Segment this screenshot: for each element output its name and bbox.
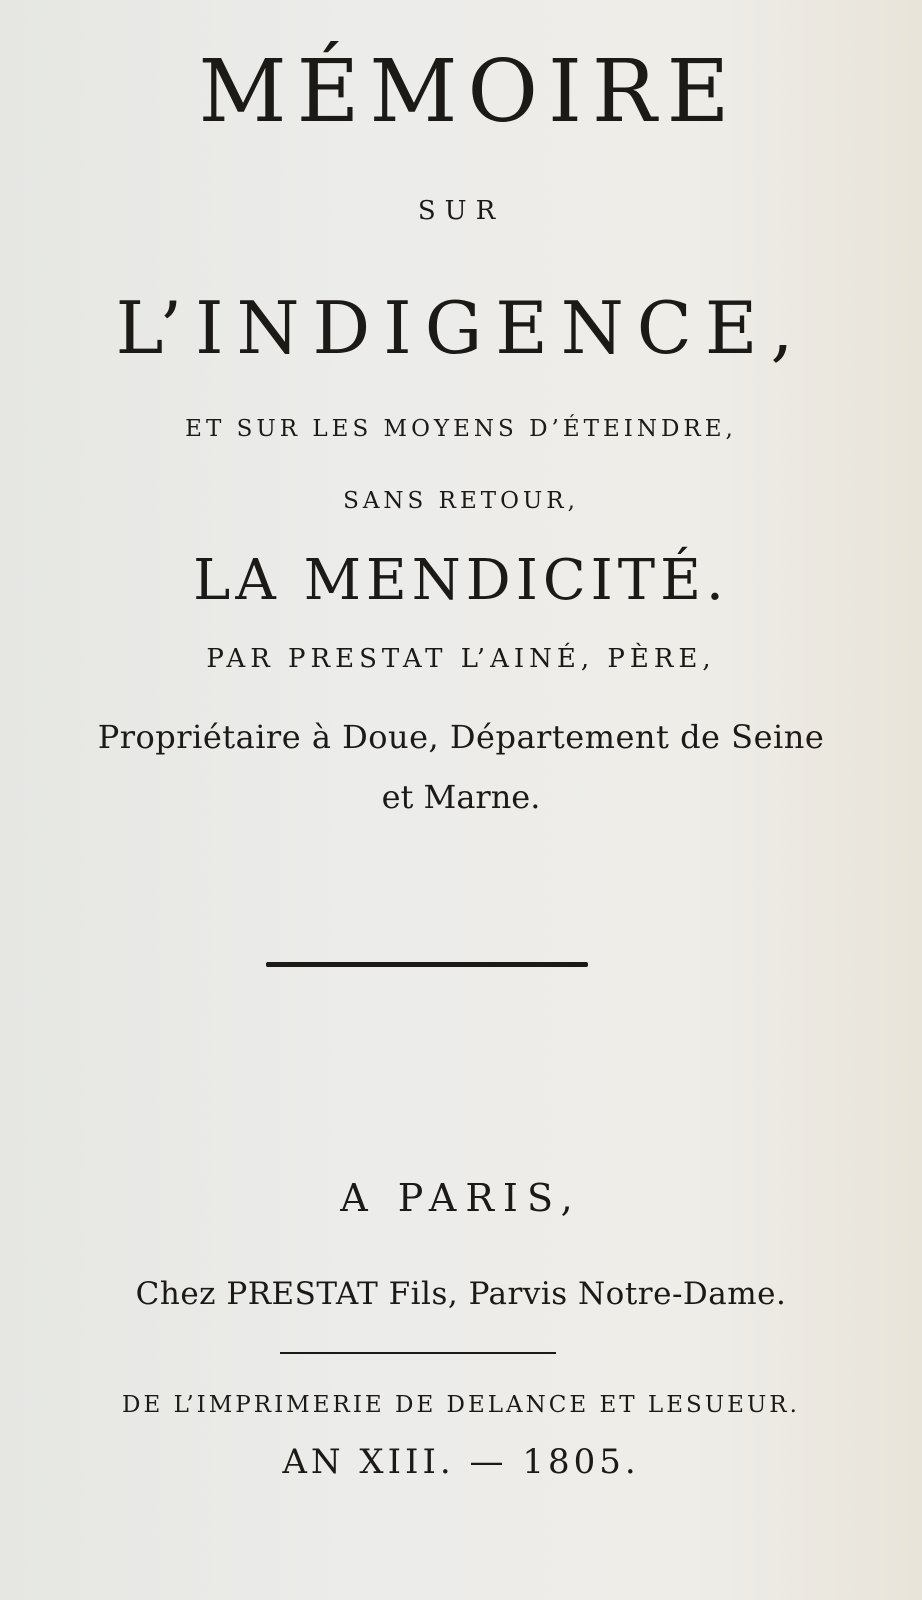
subtitle-main: LA MENDICITÉ. xyxy=(193,548,729,613)
publication-date: AN XIII. — 1805. xyxy=(282,1442,640,1482)
book-title: MÉMOIRE xyxy=(198,42,740,142)
subtitle-line-1: ET SUR LES MOYENS D’ÉTEINDRE, xyxy=(185,416,737,442)
title-connector: SUR xyxy=(417,196,505,226)
book-subject: L’INDIGENCE, xyxy=(115,286,807,370)
author-line: PAR PRESTAT L’AINÉ, PÈRE, xyxy=(206,644,716,674)
author-description-line-2: et Marne. xyxy=(381,778,541,816)
divider-rule xyxy=(266,962,588,967)
publication-city: A PARIS, xyxy=(340,1176,582,1220)
printer-line: DE L’IMPRIMERIE DE DELANCE ET LESUEUR. xyxy=(122,1392,800,1418)
divider-rule-thin xyxy=(280,1352,556,1354)
publisher-line: Chez PRESTAT Fils, Parvis Notre-Dame. xyxy=(135,1276,787,1312)
subtitle-line-2: SANS RETOUR, xyxy=(343,488,579,514)
author-description-line-1: Propriétaire à Doue, Département de Seine xyxy=(97,718,825,756)
